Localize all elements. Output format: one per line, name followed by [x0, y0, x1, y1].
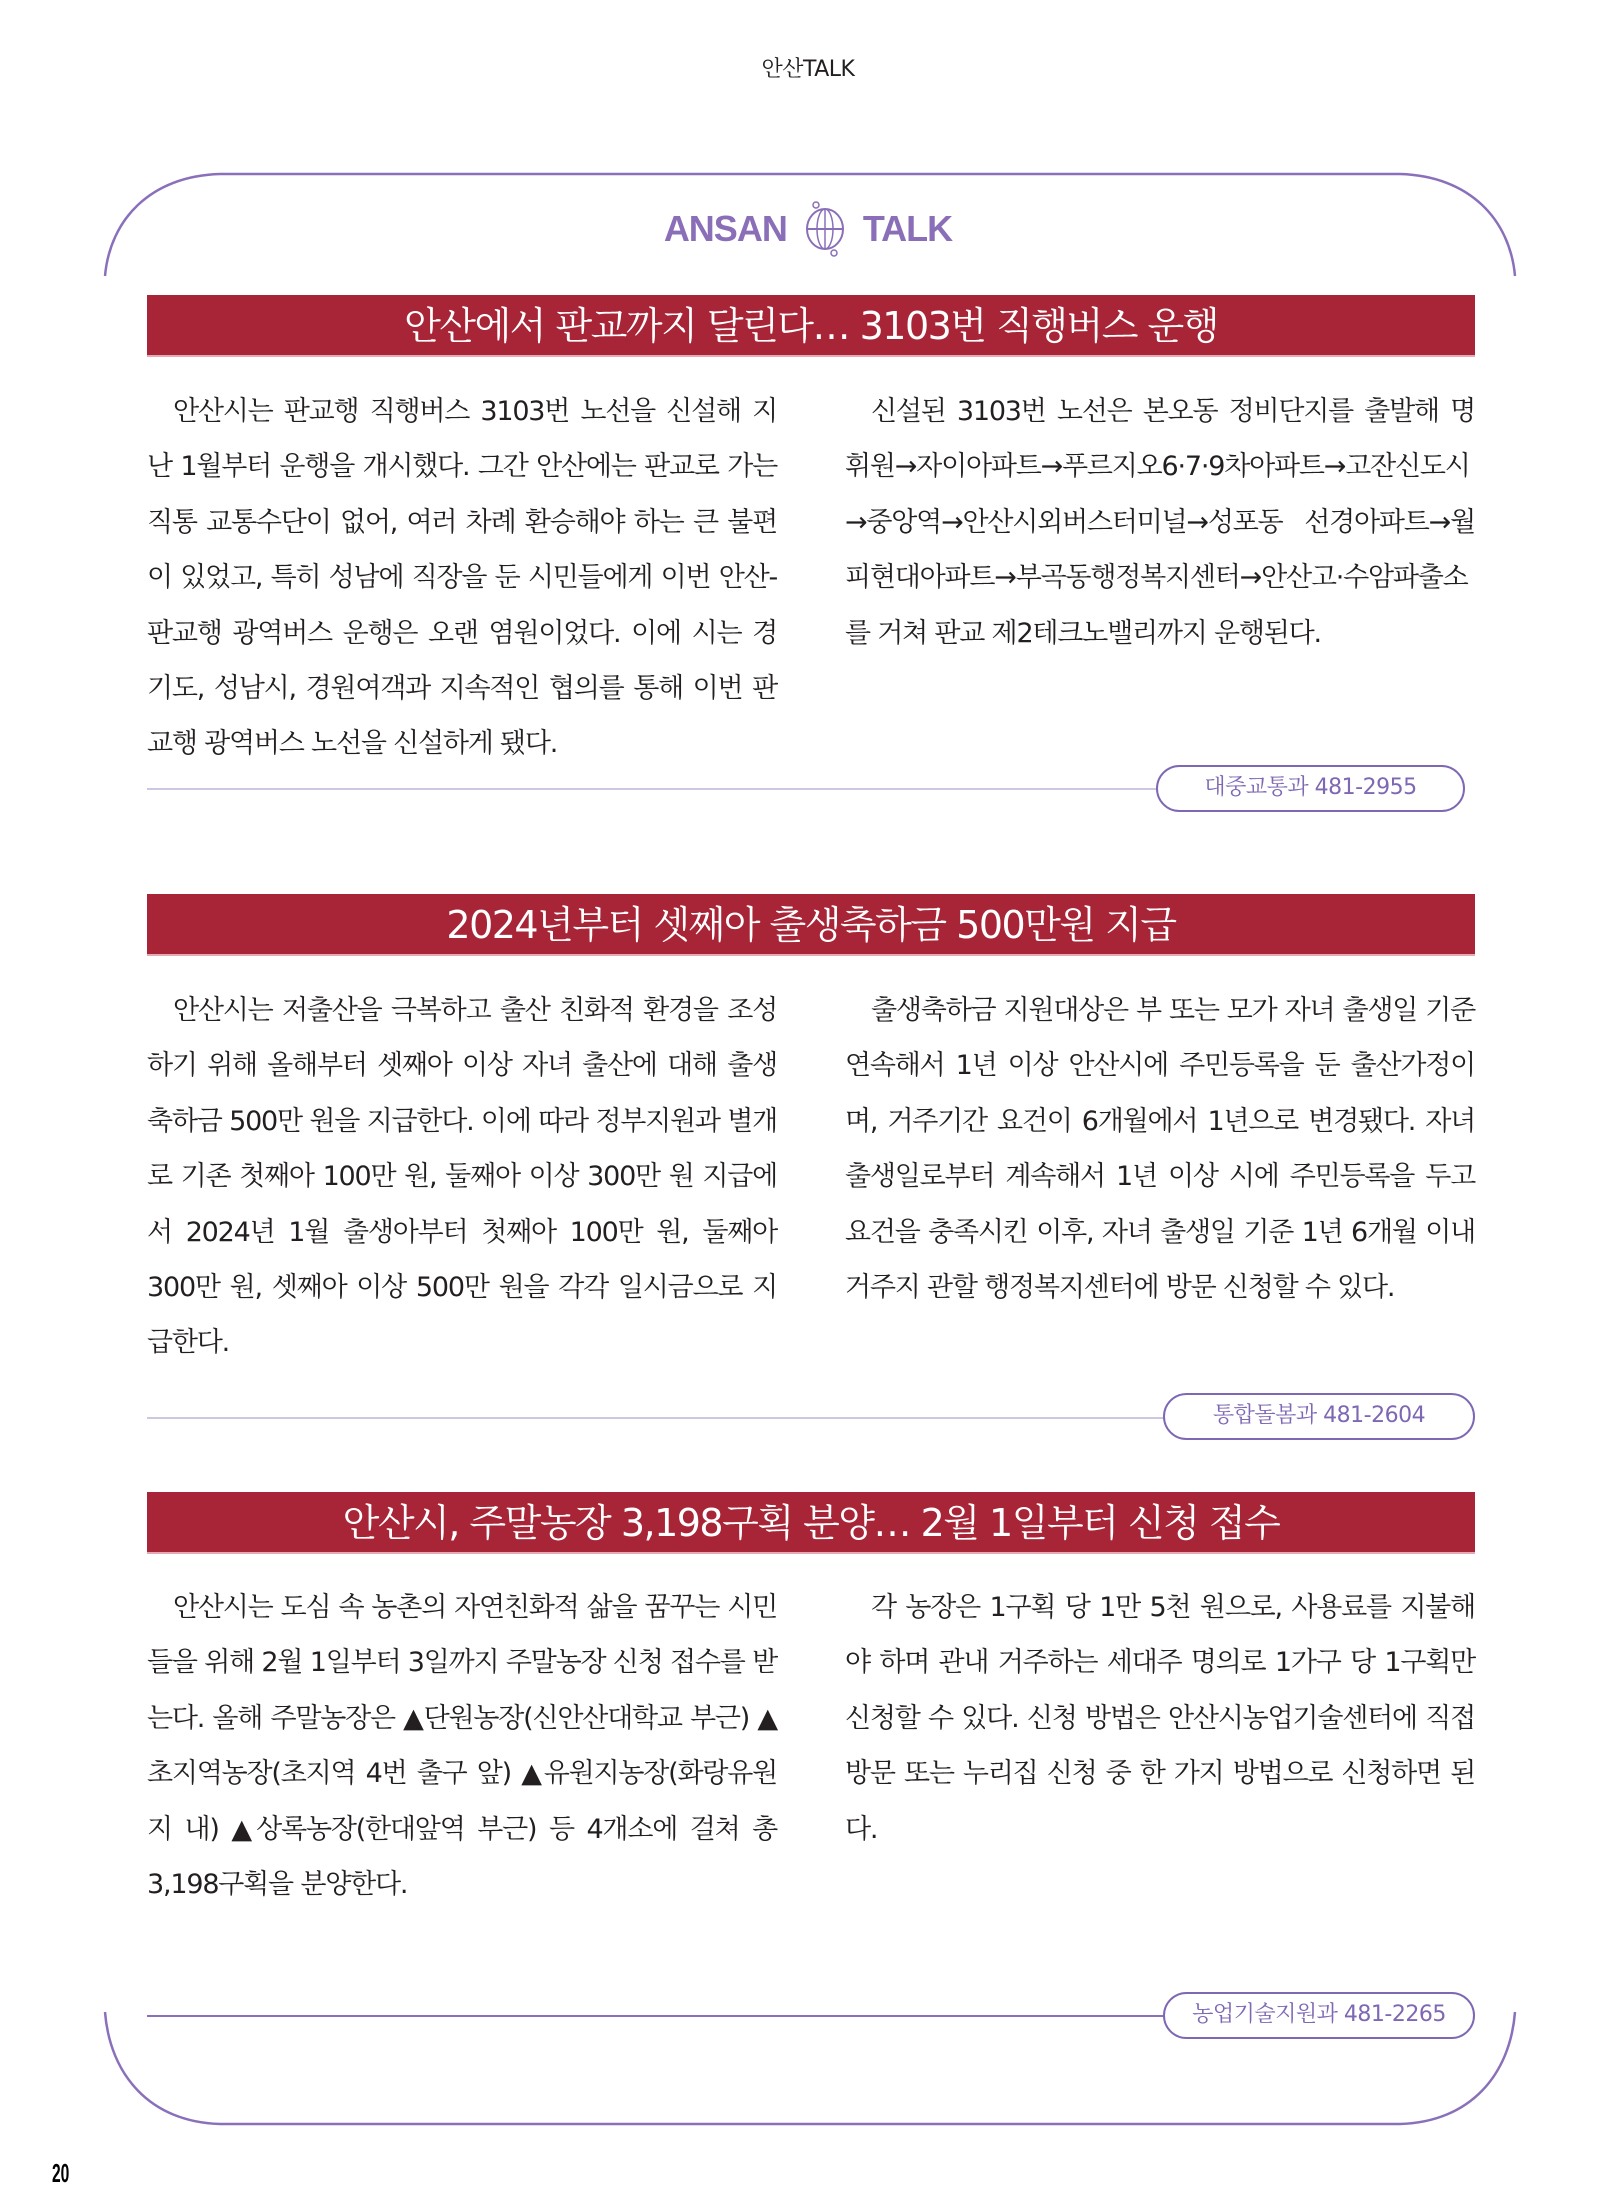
article-2-left-column	[147, 983, 777, 1371]
contact-badge-transit: 대중교통과 481-2955	[1156, 765, 1465, 812]
article-title-bus: 안산에서 판교까지 달린다… 3103번 직행버스 운행	[147, 295, 1475, 357]
contact-badge-care: 통합돌봄과 481-2604	[1163, 1393, 1475, 1440]
article-3-left-text: 안산시는 도심 속 농촌의 자연친화적 삶을 꿈꾸는 시민들을 위해 2월 1일부터 3일까지 주말농장 신청 접수를 받는다. 올해 주말농장은 ▲단원농장(신안산대학교 부근) ▲초지역농장(초지역 4번 출구 앞) ▲유원지농장(화랑유원지 내) ▲상록농장(한대앞역 부근) 등 4개소에 걸쳐 총 3,198구획을 분양한다.	[147, 1592, 777, 1901]
contact-badge-agriculture: 농업기술지원과 481-2265	[1163, 1992, 1475, 2039]
divider-2	[147, 1417, 1164, 1419]
divider-3	[147, 2015, 1164, 2017]
divider-1	[147, 788, 1157, 790]
logo-text-right: TALK	[862, 208, 953, 249]
globe-icon	[802, 200, 848, 258]
page-number: 20	[52, 2158, 70, 2188]
article-title-weekend-farm: 안산시, 주말농장 3,198구획 분양… 2월 1일부터 신청 접수	[147, 1492, 1475, 1554]
article-1-right-column	[845, 384, 1475, 661]
ansan-talk-logo	[0, 200, 1616, 258]
article-1-left-column	[147, 384, 777, 772]
article-1-right-text: 신설된 3103번 노선은 본오동 정비단지를 출발해 명휘원→자이아파트→푸르지오6·7·9차아파트→고잔신도시→중앙역→안산시외버스터미널→성포동 선경아파트→월피현대아파트→부곡동행정복지센터→안산고·수암파출소를 거쳐 판교 제2테크노밸리까지 운행된다.	[845, 396, 1475, 649]
article-1-left-text: 안산시는 판교행 직행버스 3103번 노선을 신설해 지난 1월부터 운행을 개시했다. 그간 안산에는 판교로 가는 직통 교통수단이 없어, 여러 차례 환승해야 하는 큰 불편이 있었고, 특히 성남에 직장을 둔 시민들에게 이번 안산-판교행 광역버스 운행은 오랜 염원이었다. 이에 시는 경기도, 성남시, 경원여객과 지속적인 협의를 통해 이번 판교행 광역버스 노선을 신설하게 됐다.	[147, 396, 777, 760]
article-2-left-text: 안산시는 저출산을 극복하고 출산 친화적 환경을 조성하기 위해 올해부터 셋째아 이상 자녀 출산에 대해 출생축하금 500만 원을 지급한다. 이에 따라 정부지원과 별개로 기존 첫째아 100만 원, 둘째아 이상 300만 원 지급에서 2024년 1월 출생아부터 첫째아 100만 원, 둘째아 300만 원, 셋째아 이상 500만 원을 각각 일시금으로 지급한다.	[147, 995, 777, 1359]
logo-text-left: ANSAN	[663, 208, 787, 249]
article-title-birth-bonus: 2024년부터 셋째아 출생축하금 500만원 지급	[147, 894, 1475, 956]
running-head: 안산TALK	[761, 57, 855, 82]
article-2-right-column	[845, 983, 1475, 1315]
article-3-right-text: 각 농장은 1구획 당 1만 5천 원으로, 사용료를 지불해야 하며 관내 거주하는 세대주 명의로 1가구 당 1구획만 신청할 수 있다. 신청 방법은 안산시농업기술센터에 직접 방문 또는 누리집 신청 중 한 가지 방법으로 신청하면 된다.	[845, 1592, 1475, 1845]
article-3-right-column	[845, 1580, 1475, 1857]
article-3-left-column	[147, 1580, 777, 1912]
article-2-right-text: 출생축하금 지원대상은 부 또는 모가 자녀 출생일 기준 연속해서 1년 이상 안산시에 주민등록을 둔 출산가정이며, 거주기간 요건이 6개월에서 1년으로 변경됐다. 자녀 출생일로부터 계속해서 1년 이상 시에 주민등록을 두고 요건을 충족시킨 이후, 자녀 출생일 기준 1년 6개월 이내 거주지 관할 행정복지센터에 방문 신청할 수 있다.	[845, 995, 1475, 1304]
